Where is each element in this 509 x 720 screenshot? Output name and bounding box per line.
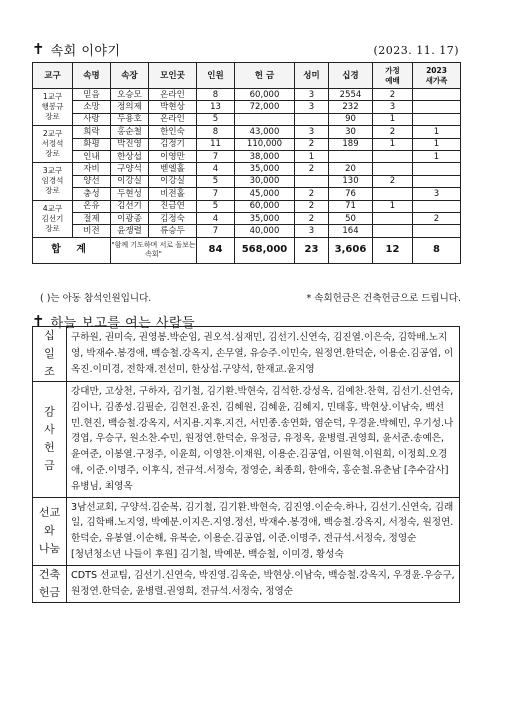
table-cell [413,163,461,175]
table-cell [413,175,461,187]
section-title: 속회 이야기 [50,44,121,59]
table-cell: 1 [413,138,461,150]
giver-names: CDTS 선교팀, 김선기.신연숙, 박진영.김욱순, 박현상.이남숙, 백승철.강옥지, 우경윤.우승구, 원정연.한덕순, 윤병렬.권영희, 전규석.서정숙, 정영순 [67,565,460,602]
table-cell [373,225,413,237]
table-cell [413,225,461,237]
header-cell: 헌 금 [235,63,295,89]
offering-row [33,382,460,498]
offering-category [33,497,67,565]
header-cell: 성미 [295,63,329,89]
table-cell: 2 [373,89,413,101]
table-cell: 3 [373,101,413,113]
table-cell: 비전 [73,225,111,237]
offering-row [33,497,460,565]
offering-givers-table [32,326,460,603]
table-cell: 3 [295,101,329,113]
category-label: 와 [44,524,55,538]
table-cell: 이강실 [149,175,197,187]
header-cell: 교구 [33,63,73,89]
table-cell: 믿음 [73,89,111,101]
total-people: 84 [197,237,235,263]
table-cell: 김정숙 [149,212,197,224]
table-row [33,200,461,212]
table-cell: 45,000 [235,188,295,200]
offering-category [33,382,67,498]
table-row [33,150,461,162]
table-cell: 8 [197,126,235,138]
table-cell: 2 [295,212,329,224]
fellowship-report-table [32,62,461,264]
table-cell: 2 [373,175,413,187]
table-cell: 3 [295,225,329,237]
total-label: 합 계 [33,237,111,263]
table-cell: 50 [329,212,373,224]
table-cell: 130 [329,175,373,187]
table-cell: 189 [329,138,373,150]
table-cell: 2 [295,163,329,175]
table-cell: 사랑 [73,113,111,125]
table-row [33,225,461,237]
table-cell: 두현성 [111,188,149,200]
offering-category [33,565,67,602]
table-cell [413,89,461,101]
offering-category [33,327,67,382]
category-label: 선교 [38,506,61,520]
header-cell: 속장 [111,63,149,89]
table-cell: 박진영 [111,138,149,150]
table-cell: 비전홀 [149,188,197,200]
table-cell: 72,000 [235,101,295,113]
table-cell: 30 [329,126,373,138]
table-cell [295,113,329,125]
table-cell: 이강실 [111,175,149,187]
cross-icon: ✝ [32,40,45,58]
total-rice: 23 [295,237,329,263]
table-cell: 김선기 [111,200,149,212]
cross-icon: ✝ [32,312,45,330]
table-row [33,113,461,125]
table-cell [295,175,329,187]
total-offering: 568,000 [235,237,295,263]
table-cell: 60,000 [235,89,295,101]
table-cell: 양선 [73,175,111,187]
header-cell: 모인곳 [149,63,197,89]
table-cell: 3 [295,89,329,101]
table-cell: 2 [413,212,461,224]
table-cell: 60,000 [235,200,295,212]
table-row [33,126,461,138]
table-cell: 이영만 [149,150,197,162]
table-cell: 164 [329,225,373,237]
table-row [33,212,461,224]
table-cell: 8 [197,89,235,101]
table-cell: 1 [373,200,413,212]
table-cell: 2 [295,200,329,212]
table-cell [373,212,413,224]
table-cell: 5 [197,113,235,125]
giver-names: 강대만, 고상천, 구하자, 김기철, 김기환.박현숙, 김석한.강성옥, 김예찬.찬혁, 김선기.신연숙, 김이나, 김종성.김필순, 김현진.윤진, 김혜원, 김혜윤, 김혜지, 민태홍, 박현상.이남숙, 백선민.현진, 백승철.강옥지, 서지용.지후.지건, 서민종.송연화, 염순덕, 우경윤.박혜민, 우기성.나경엽, 우승구, 원소찬.수민, 원정연.한덕순, 유정금, 유정옥, 윤병렬.권영희, 윤서준.송예은, 윤여준, 이봉열.구정주, 이윤희, 이영찬.이채원, 이용순.김공엽, 이원혁.이원희, 이정희.오경애, 이준.이명주, 이후식, 전규석.서정숙, 정영순, 최종희, 한애숙, 홍순철.유춘남 [추수감사] 유병님, 최영옥 [67,382,460,498]
table-cell [413,101,461,113]
table-cell: 홍순철 [111,126,149,138]
table-cell: 정의제 [111,101,149,113]
section-title: 하늘 보고를 여는 사람들 [50,316,196,331]
table-cell: 4 [197,163,235,175]
table-cell: 소망 [73,101,111,113]
table-cell: 절제 [73,212,111,224]
total-newfamily: 8 [413,237,461,263]
header-cell: 가정 예배 [373,63,413,89]
table-cell [413,200,461,212]
table-row [33,101,461,113]
table-cell: 충성 [73,188,111,200]
table-cell: 3 [413,188,461,200]
total-row [33,237,461,263]
table-cell: 71 [329,200,373,212]
table-cell: 110,000 [235,138,295,150]
total-worship: 12 [373,237,413,263]
table-cell: 11 [197,138,235,150]
giver-names: 구하원, 권미숙, 권영봉.박순임, 권오석.심재민, 김선기.신연숙, 김진열.이은숙, 김학배.노지영, 박재수.봉경애, 백승철.강옥지, 손무열, 유승주.이민숙, 원정연.한덕순, 이용순.김공엽, 이옥진.이미경, 전학재.전선미, 한상섭.구양석, 한재교.윤지영 [67,327,460,382]
giver-names: 3남선교회, 구양석.김순복, 김기철, 김기환.박현숙, 김진영.이순숙.하나, 김선기.신연숙, 김래일, 김학배.노지영, 박예분.이지은.지영.정선, 박재수.봉경애, 백승철.강옥지, 서정숙, 원정연.한덕순, 유봉열.이순해, 유복순, 이용순.김공엽, 이준.이명주, 전규석.서정숙, 정영순 [청년청소년 나들이 후원] 김기철, 박예분, 백승철, 이미경, 황성숙 [67,497,460,565]
table-cell: 7 [197,225,235,237]
table-header-row [33,63,461,89]
table-cell: 35,000 [235,163,295,175]
table-row [33,175,461,187]
table-cell: 오승모 [111,89,149,101]
category-label: 건축 [38,567,61,581]
table-cell: 76 [329,188,373,200]
table-cell: 구양석 [111,163,149,175]
category-label: 조 [44,365,55,378]
table-cell: 232 [329,101,373,113]
total-motto: "함께 기도하며 서로 돌보는 속회" [111,237,197,263]
table-row [33,138,461,150]
table-cell: 희락 [73,126,111,138]
category-label: 감 [44,405,55,419]
table-cell: 온유 [73,200,111,212]
header-cell: 2023 새가족 [413,63,461,89]
table-cell: 온라인 [149,113,197,125]
table-cell: 1 [413,126,461,138]
table-cell [373,188,413,200]
report-date: (2023. 11. 17) [373,44,459,57]
table-cell: 38,000 [235,150,295,162]
total-tithe: 3,606 [329,237,373,263]
table-cell: 진금연 [149,200,197,212]
table-cell: 13 [197,101,235,113]
table-cell: 2554 [329,89,373,101]
table-cell: 1 [373,113,413,125]
district-cell: 1교구 행봉규 장로 [33,89,73,126]
table-cell: 20 [329,163,373,175]
table-cell [235,113,295,125]
table-cell: 자비 [73,163,111,175]
header-cell: 속명 [73,63,111,89]
district-cell: 2교구 서정석 장로 [33,126,73,163]
table-cell: 7 [197,150,235,162]
category-label: 십 [44,329,55,342]
header-cell: 인원 [197,63,235,89]
table-cell: 한인숙 [149,126,197,138]
table-cell: 43,000 [235,126,295,138]
category-label: 금 [44,459,55,473]
table-cell: 인내 [73,150,111,162]
footnote-offering: * 속회헌금은 건축헌금으로 드립니다. [306,293,461,304]
category-label: 나눔 [38,542,61,556]
category-label: 헌금 [38,585,61,599]
category-label: 사 [44,423,55,437]
table-cell: 온라인 [149,89,197,101]
table-cell: 2 [295,188,329,200]
table-cell: 4 [197,212,235,224]
table-cell: 2 [373,126,413,138]
table-cell: 1 [413,150,461,162]
offering-row [33,565,460,602]
table-cell: 두용호 [111,113,149,125]
table-cell: 벧엘홀 [149,163,197,175]
table-cell [329,150,373,162]
table-cell: 윤쟁렬 [111,225,149,237]
table-cell: 3 [295,126,329,138]
offering-row [33,327,460,382]
table-row [33,188,461,200]
table-cell [373,163,413,175]
table-cell: 이광종 [111,212,149,224]
table-row [33,163,461,175]
table-cell: 김정기 [149,138,197,150]
table-cell: 5 [197,200,235,212]
table-cell: 2 [295,138,329,150]
table-cell: 화평 [73,138,111,150]
table-cell: 30,000 [235,175,295,187]
category-label: 일 [44,347,55,360]
table-cell: 5 [197,175,235,187]
category-label: 헌 [44,441,55,455]
table-cell: 1 [295,150,329,162]
table-cell: 류승두 [149,225,197,237]
table-cell: 35,000 [235,212,295,224]
table-cell: 40,000 [235,225,295,237]
table-cell: 박현상 [149,101,197,113]
table-cell [373,150,413,162]
table-row [33,89,461,101]
table-cell [413,113,461,125]
footnote-children: ( )는 아동 참석인원입니다. [40,293,152,304]
table-cell: 1 [373,138,413,150]
district-cell: 4교구 김선기 장로 [33,200,73,237]
table-cell: 한상섭 [111,150,149,162]
table-cell: 7 [197,188,235,200]
table-cell: 90 [329,113,373,125]
header-cell: 십경 [329,63,373,89]
section-header-fellowship [32,40,121,59]
district-cell: 3교구 임경석 장로 [33,163,73,200]
